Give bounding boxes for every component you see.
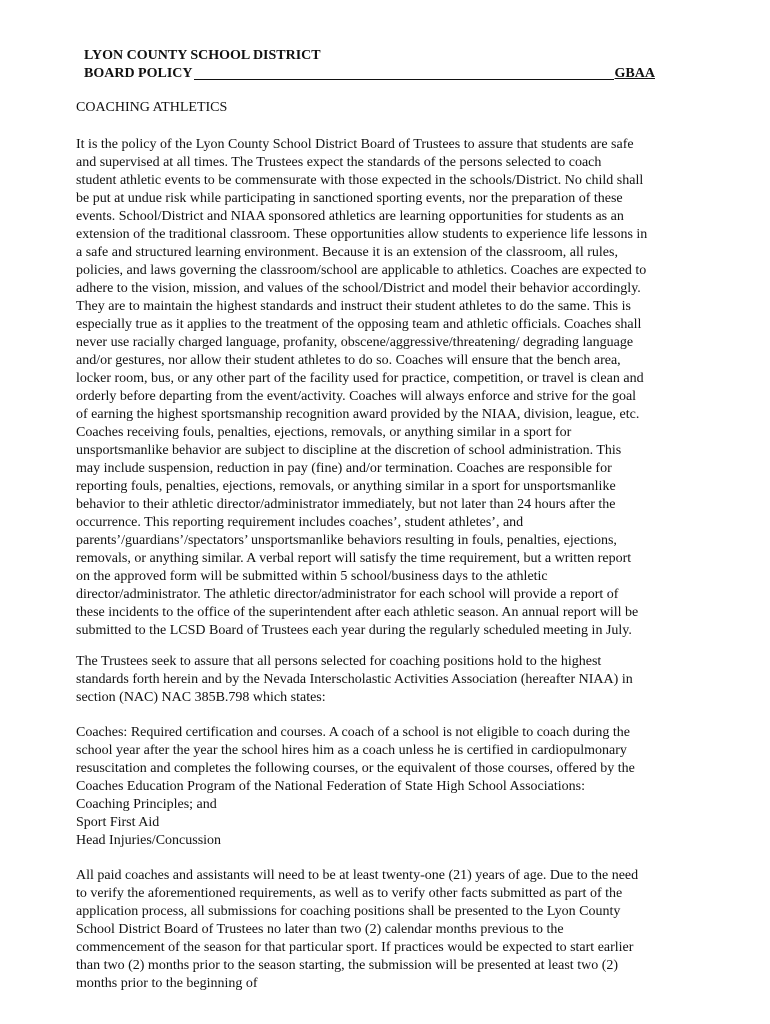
text-line: a safe and structured learning environment. Because it is an extension of the classroom, all rules, (76, 245, 618, 260)
paragraph-nac-requirements (76, 724, 700, 850)
text-line: application process, all submissions for coaching positions shall be presented to the Lyon County (76, 904, 621, 919)
text-line: events. School/District and NIAA sponsored athletics are learning opportunities for students as an (76, 209, 624, 224)
text-line: adhere to the vision, mission, and values of the school/District and model their behavior accordingly. (76, 281, 641, 296)
text-line: removals, or anything similar. A verbal report will satisfy the time requirement, but a written report (76, 551, 632, 566)
district-name: LYON COUNTY SCHOOL DISTRICT (84, 48, 321, 63)
text-line: resuscitation and completes the following courses, or the equivalent of those courses, offered by the (76, 761, 635, 776)
policy-title: COACHING ATHLETICS (76, 100, 228, 115)
text-line: especially true as it applies to the treatment of the opposing team and athletic officials. Coaches shall (76, 317, 642, 332)
text-line: commencement of the season for that particular sport. If practices would be expected to start earlier (76, 940, 634, 955)
text-line: They are to maintain the highest standards and instruct their student athletes to do the same. This is (76, 299, 631, 314)
text-line: school year after the year the school hires him as a coach unless he is certified in cardiopulmonary (76, 743, 627, 758)
text-line: policies, and laws governing the classroom/school are applicable to athletics. Coaches are expected to (76, 263, 647, 278)
policy-code: GBAA (614, 66, 655, 81)
text-line: behavior to their athletic director/administrator immediately, but not later than 24 hours after the (76, 497, 616, 512)
paragraph-age-and-submission (76, 867, 700, 993)
text-line: be put at undue risk while participating in sanctioned sporting events, nor the preparation of these (76, 191, 623, 206)
policy-label: BOARD POLICY (84, 66, 193, 81)
text-line: occurrence. This reporting requirement includes coaches’, student athletes’, and (76, 515, 524, 530)
policy-line (84, 65, 655, 83)
text-line: may include suspension, reduction in pay (fine) and/or termination. Coaches are responsible for (76, 461, 612, 476)
text-line: Coaches: Required certification and courses. A coach of a school is not eligible to coach during the (76, 725, 630, 740)
text-line: The Trustees seek to assure that all persons selected for coaching positions hold to the highest (76, 654, 602, 669)
text-line: and supervised at all times. The Trustees expect the standards of the persons selected to coach (76, 155, 602, 170)
text-line: never use racially charged language, profanity, obscene/aggressive/threatening/ degrading language (76, 335, 634, 350)
text-line: and/or gestures, nor allow their student athletes to do so. Coaches will ensure that the bench area, (76, 353, 621, 368)
text-line: reporting fouls, penalties, ejections, removals, or anything similar in a sport for unsportsmanlike (76, 479, 616, 494)
text-line: to verify the aforementioned requirements, as well as to verify other facts submitted as part of the (76, 886, 623, 901)
text-line: Coaching Principles; and (76, 797, 217, 812)
text-line: School District Board of Trustees no later than two (2) calendar months previous to the (76, 922, 564, 937)
text-line: on the approved form will be submitted within 5 school/business days to the athletic (76, 569, 548, 584)
document-header (84, 47, 655, 83)
text-line: submitted to the LCSD Board of Trustees each year during the regularly scheduled meeting in July. (76, 623, 632, 638)
text-line: than two (2) months prior to the season starting, the submission will be presented at least two (2) (76, 958, 619, 973)
text-line: Sport First Aid (76, 815, 160, 830)
text-line: standards forth herein and by the Nevada Interscholastic Activities Association (hereafter NIAA) in (76, 672, 633, 687)
text-line: Coaches receiving fouls, penalties, ejections, removals, or anything similar in a sport for (76, 425, 572, 440)
text-line: orderly before departing from the event/activity. Coaches will always enforce and strive for the goal (76, 389, 637, 404)
text-line: parents’/guardians’/spectators’ unsportsmanlike behaviors resulting in fouls, penalties, ejections, (76, 533, 617, 548)
text-line: months prior to the beginning of (76, 976, 258, 991)
text-line: of earning the highest sportsmanship recognition award provided by the NIAA, division, league, etc. (76, 407, 640, 422)
paragraph-policy-statement (76, 136, 700, 640)
text-line: Head Injuries/Concussion (76, 833, 222, 848)
text-line: section (NAC) NAC 385B.798 which states: (76, 690, 326, 705)
text-line: unsportsmanlike behavior are subject to discipline at the discretion of school administration. This (76, 443, 622, 458)
text-line: director/administrator. The athletic director/administrator for each school will provide a report of (76, 587, 619, 602)
text-line: locker room, bus, or any other part of the facility used for practice, competition, or travel is clean and (76, 371, 644, 386)
text-line: extension of the traditional classroom. These opportunities allow students to experience life lessons in (76, 227, 648, 242)
paragraph-niaa-standards (76, 653, 700, 707)
text-line: Coaches Education Program of the National Federation of State High School Associations: (76, 779, 585, 794)
text-line: these incidents to the office of the superintendent after each athletic season. An annual report will be (76, 605, 639, 620)
text-line: It is the policy of the Lyon County School District Board of Trustees to assure that students are safe (76, 137, 634, 152)
text-line: student athletic events to be commensurate with those expected in the schools/District. No child shall (76, 173, 644, 188)
policy-underline-rule (194, 65, 614, 80)
text-line: All paid coaches and assistants will need to be at least twenty-one (21) years of age. Due to the need (76, 868, 639, 883)
